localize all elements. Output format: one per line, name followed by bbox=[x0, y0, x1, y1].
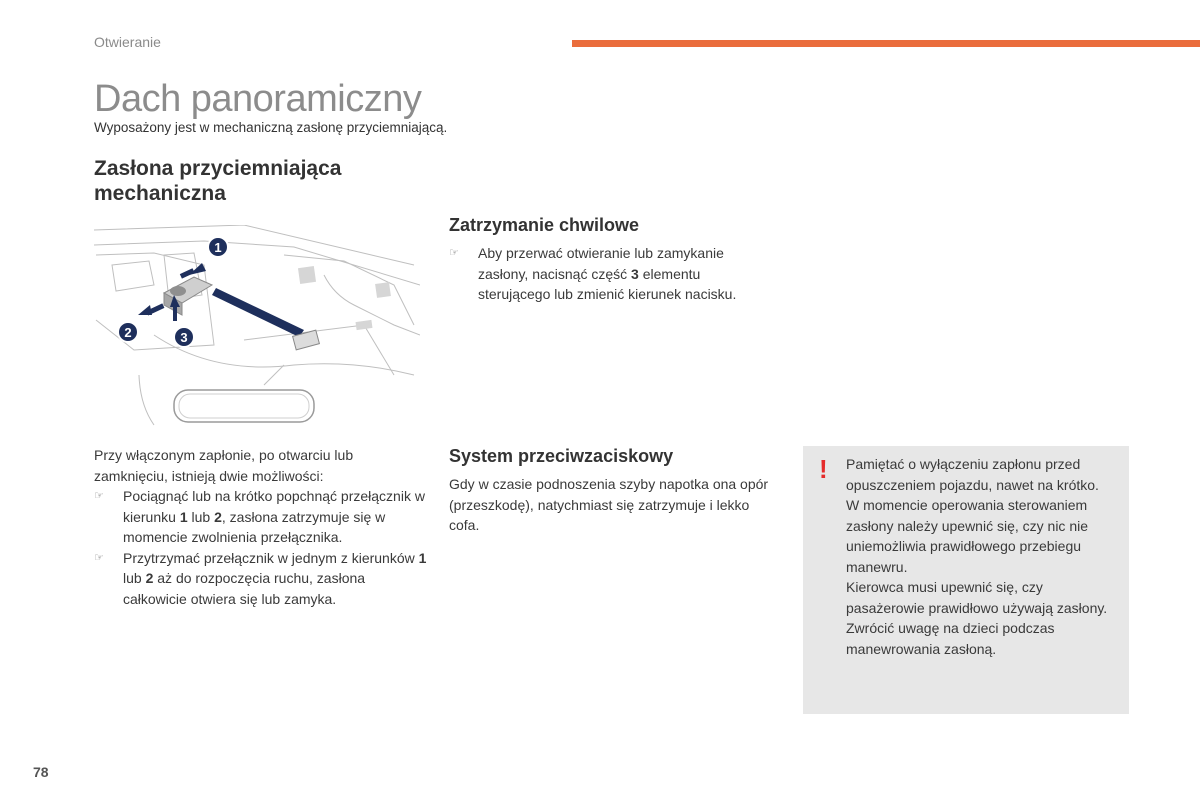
warning-box bbox=[803, 446, 1129, 714]
page-title: Dach panoramiczny bbox=[94, 78, 422, 120]
warning-paragraph: Zwrócić uwagę na dzieci podczas manewrowania zasłoną. bbox=[846, 620, 1055, 657]
section-label: Otwieranie bbox=[94, 34, 161, 50]
callout-1-label: 1 bbox=[214, 240, 222, 255]
roof-control-illustration bbox=[94, 225, 420, 435]
callout-3-badge bbox=[174, 327, 194, 347]
heading-mechanical-blind: Zasłona przyciemniająca mechaniczna bbox=[94, 157, 342, 205]
left-intro: Przy włączonym zapłonie, po otwarciu lub zamknięciu, istnieją dwie możliwości: bbox=[94, 447, 354, 484]
anti-pinch-body: Gdy w czasie podnoszenia szyby napotka ona opór (przeszkodę), natychmiast się zatrzymuje i lekko cofa. bbox=[449, 476, 769, 533]
warning-paragraph: Kierowca musi upewnić się, czy pasażerowie prawidłowo używają zasłony. bbox=[846, 579, 1108, 616]
warning-exclamation-icon: ! bbox=[819, 454, 828, 484]
callout-2-badge bbox=[118, 322, 138, 342]
header-accent-bar bbox=[572, 40, 1200, 47]
callout-1-badge bbox=[208, 237, 228, 257]
pointing-hand-icon: ☞ bbox=[94, 490, 104, 502]
page-subtitle: Wyposażony jest w mechaniczną zasłonę przyciemniającą. bbox=[94, 120, 448, 135]
pointing-hand-icon: ☞ bbox=[94, 551, 104, 564]
list-item: ☞ Aby przerwać otwieranie lub zamykanie zasłony, nacisnąć część 3 elementu sterującego lub zmienić kierunek nacisku. bbox=[449, 245, 737, 302]
pointing-hand-icon: ☞ bbox=[449, 247, 459, 259]
heading-temporary-stop: Zatrzymanie chwilowe bbox=[449, 215, 640, 235]
callout-2-label: 2 bbox=[124, 325, 132, 340]
heading-anti-pinch: System przeciwzaciskowy bbox=[449, 446, 674, 466]
list-item: ☞ Przytrzymać przełącznik w jednym z kierunków 1 lub 2 aż do rozpoczęcia ruchu, zasłona całkowicie otwiera się lub zamyka. bbox=[94, 549, 427, 607]
left-bullet-list bbox=[94, 486, 429, 609]
list-item: ☞ Pociągnąć lub na krótko popchnąć przełącznik w kierunku 1 lub 2, zasłona zatrzymuje się w momencie zwolnienia przełącznika. bbox=[94, 488, 425, 545]
warning-text bbox=[846, 454, 1118, 659]
temporary-stop-body bbox=[449, 243, 769, 305]
page-number: 78 bbox=[33, 764, 49, 780]
left-body bbox=[94, 445, 429, 609]
callout-3-label: 3 bbox=[180, 330, 188, 345]
warning-paragraph: W momencie operowania sterowaniem zasłony należy upewnić się, czy nic nie uniemożliwia prawidłowego przebiegu manewru. bbox=[846, 497, 1089, 575]
warning-paragraph: Pamiętać o wyłączeniu zapłonu przed opuszczeniem pojazdu, nawet na krótko. bbox=[846, 456, 1099, 493]
